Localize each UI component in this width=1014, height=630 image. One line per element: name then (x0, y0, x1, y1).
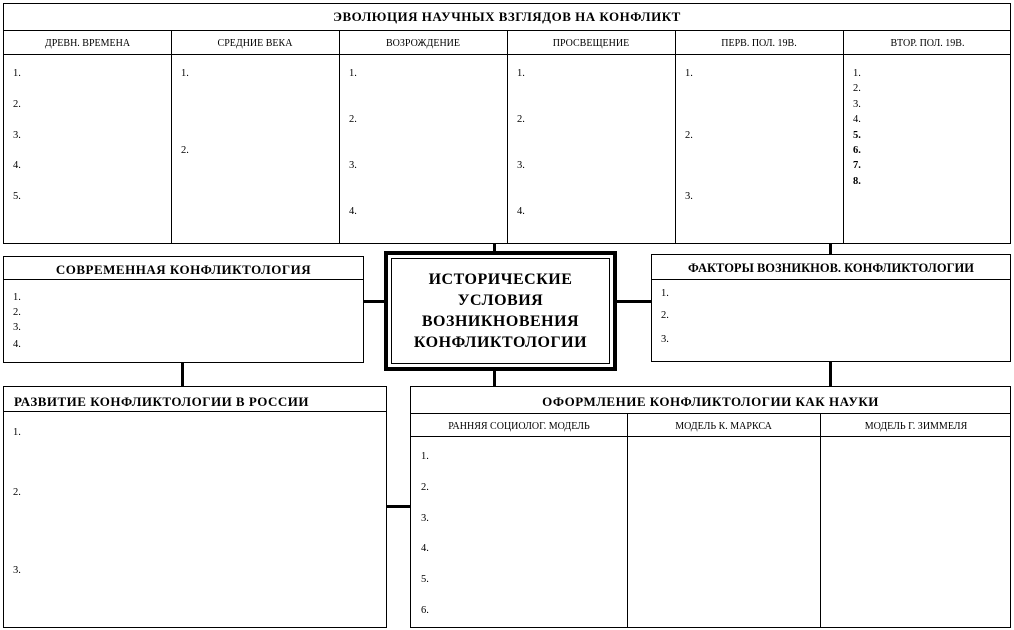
list-item: 1. (13, 292, 21, 303)
column-header-first-half-19c: ПЕРВ. ПОЛ. 19В. (721, 38, 797, 49)
divider (675, 30, 676, 243)
divider (4, 279, 363, 280)
column-header-enlightenment: ПРОСВЕЩЕНИЕ (552, 38, 630, 49)
divider (627, 413, 628, 627)
column-header-early-sociological-model: РАННЯЯ СОЦИОЛОГ. МОДЕЛЬ (448, 421, 590, 432)
list-item: 2. (517, 114, 525, 125)
divider (507, 30, 508, 243)
list-item: 2. (853, 83, 861, 94)
list-item: 2. (349, 114, 357, 125)
divider (820, 413, 821, 627)
list-item: 2. (13, 307, 21, 318)
connector-line (181, 363, 184, 386)
central-label-line: ИСТОРИЧЕСКИЕ (428, 271, 573, 288)
connector-line (493, 370, 496, 387)
list-item: 3. (13, 130, 21, 141)
list-item: 1. (349, 68, 357, 79)
list-item: 3. (13, 322, 21, 333)
modern-conflictology-box (3, 256, 364, 363)
list-item: 1. (13, 427, 21, 438)
science-formation-box (410, 386, 1011, 628)
list-item: 1. (13, 68, 21, 79)
list-item: 2. (421, 482, 429, 493)
list-item: 3. (421, 513, 429, 524)
central-label-line: КОНФЛИКТОЛОГИИ (413, 334, 588, 351)
factors-box (651, 254, 1011, 362)
list-item: 2. (181, 145, 189, 156)
list-item: 1. (853, 68, 861, 79)
list-item: 1. (421, 451, 429, 462)
list-item: 4. (13, 339, 21, 350)
column-header-renaissance: ВОЗРОЖДЕНИЕ (386, 38, 460, 49)
modern-conflictology-title: СОВРЕМЕННАЯ КОНФЛИКТОЛОГИЯ (55, 262, 312, 277)
evolution-title: ЭВОЛЮЦИЯ НАУЧНЫХ ВЗГЛЯДОВ НА КОНФЛИКТ (333, 9, 681, 24)
connector-line (386, 505, 411, 508)
divider (4, 411, 386, 412)
divider (411, 413, 1010, 414)
list-item: 5. (853, 130, 861, 141)
column-header-middle-ages: СРЕДНИЕ ВЕКА (217, 38, 293, 49)
list-item: 6. (421, 605, 429, 616)
list-item: 3. (853, 99, 861, 110)
divider (411, 436, 1010, 437)
divider (171, 30, 172, 243)
list-item: 1. (517, 68, 525, 79)
list-item: 4. (13, 160, 21, 171)
connector-line (829, 362, 832, 387)
list-item: 1. (661, 288, 669, 299)
column-header-marx-model: МОДЕЛЬ К. МАРКСА (675, 421, 772, 432)
connector-line (363, 300, 385, 303)
list-item: 3. (349, 160, 357, 171)
science-formation-title: ОФОРМЛЕНИЕ КОНФЛИКТОЛОГИИ КАК НАУКИ (542, 394, 879, 409)
list-item: 2. (13, 487, 21, 498)
list-item: 1. (685, 68, 693, 79)
list-item: 7. (853, 160, 861, 171)
list-item: 4. (853, 114, 861, 125)
central-label-line: УСЛОВИЯ (457, 292, 544, 309)
russia-title: РАЗВИТИЕ КОНФЛИКТОЛОГИИ В РОССИИ (14, 394, 309, 409)
list-item: 3. (517, 160, 525, 171)
central-node (384, 251, 617, 371)
list-item: 1. (181, 68, 189, 79)
list-item: 6. (853, 145, 861, 156)
divider (843, 30, 844, 243)
factors-title: ФАКТОРЫ ВОЗНИКНОВ. КОНФЛИКТОЛОГИИ (688, 261, 974, 275)
list-item: 8. (853, 176, 861, 187)
central-node-inner-border (391, 258, 610, 364)
list-item: 2. (13, 99, 21, 110)
list-item: 5. (421, 574, 429, 585)
list-item: 4. (349, 206, 357, 217)
list-item: 4. (421, 543, 429, 554)
list-item: 2. (685, 130, 693, 141)
central-label-line: ВОЗНИКНОВЕНИЯ (421, 313, 580, 330)
connector-line (616, 300, 651, 303)
list-item: 4. (517, 206, 525, 217)
column-header-simmel-model: МОДЕЛЬ Г. ЗИММЕЛЯ (864, 421, 968, 432)
divider (652, 279, 1010, 280)
divider (339, 30, 340, 243)
list-item: 3. (13, 565, 21, 576)
russia-box (3, 386, 387, 628)
list-item: 5. (13, 191, 21, 202)
column-header-second-half-19c: ВТОР. ПОЛ. 19В. (890, 38, 965, 49)
evolution-table (3, 3, 1011, 244)
column-header-ancient: ДРЕВН. ВРЕМЕНА (44, 38, 131, 49)
list-item: 3. (685, 191, 693, 202)
list-item: 2. (661, 310, 669, 321)
list-item: 3. (661, 334, 669, 345)
